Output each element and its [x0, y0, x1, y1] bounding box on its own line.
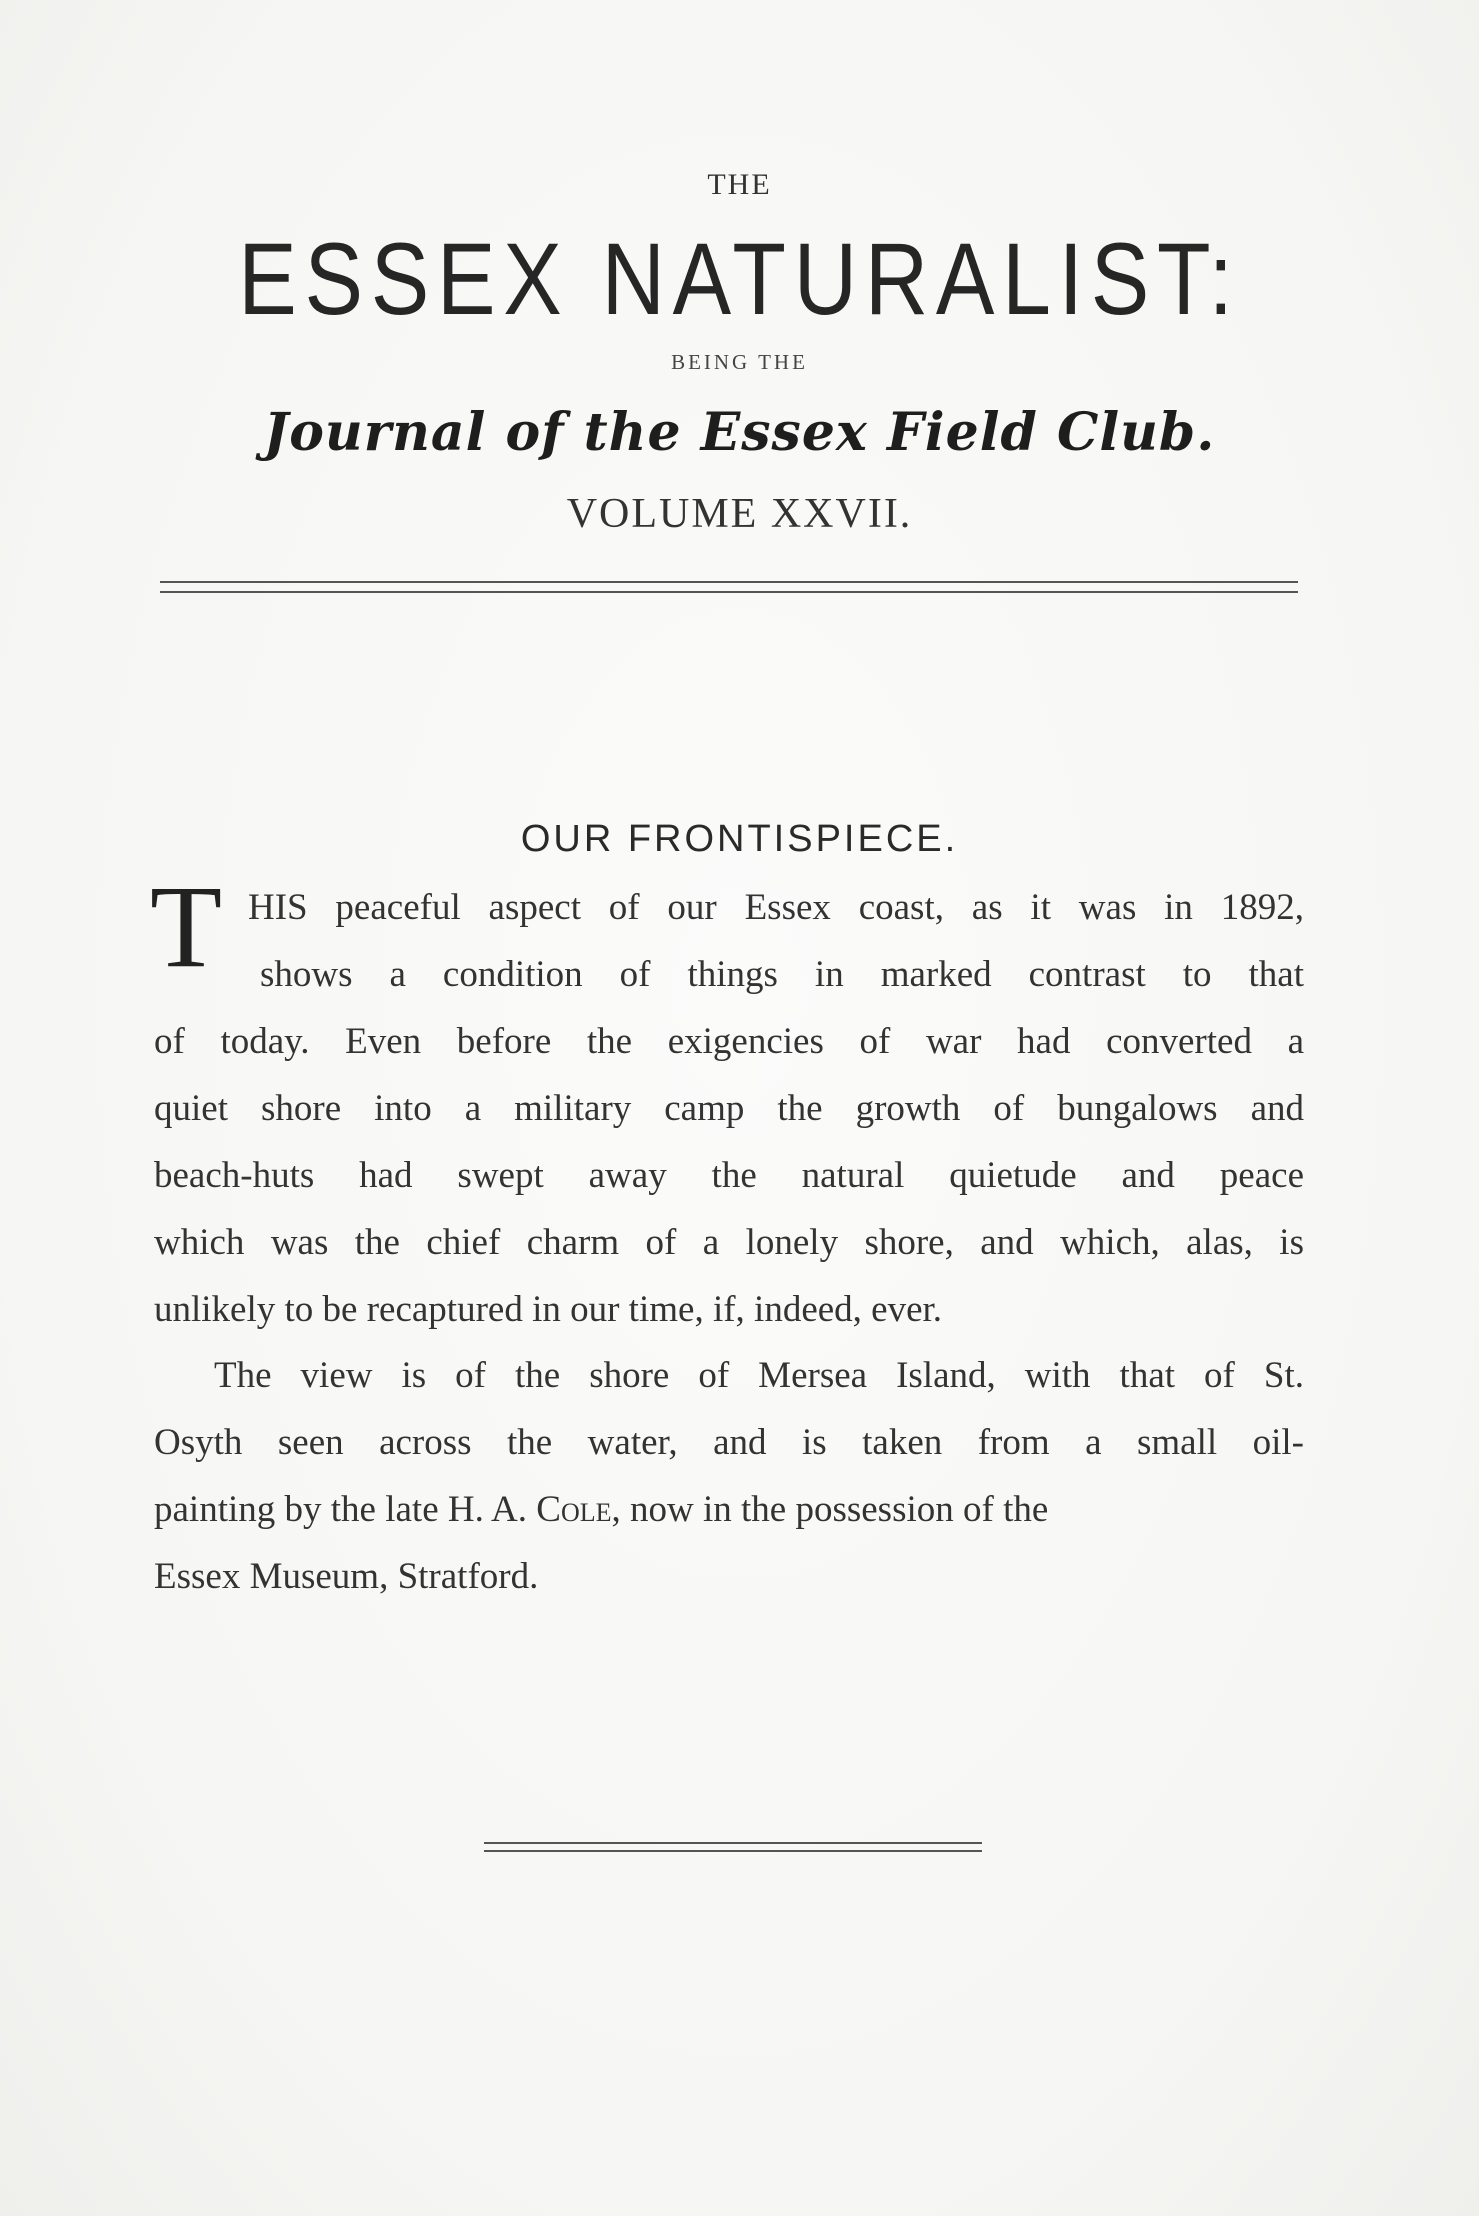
paragraph-line: HIS peaceful aspect of our Essex coast, as it was in 1892,	[248, 887, 1304, 928]
paragraph-line: shows a condition of things in marked contrast to that	[260, 954, 1304, 995]
title-prefix: THE	[707, 168, 772, 201]
paragraph-line: Essex Museum, Stratford.	[154, 1556, 539, 1597]
journal-subtitle: Journal of the Essex Field Club.	[263, 402, 1216, 463]
paragraph-line: unlikely to be recaptured in our time, if, indeed, ever.	[154, 1289, 943, 1330]
paragraph-line: beach-huts had swept away the natural quietude and peace	[154, 1155, 1304, 1196]
bottom-double-rule	[484, 1842, 982, 1852]
artist-name: Cole	[536, 1489, 612, 1530]
drop-cap: T	[150, 861, 223, 992]
top-double-rule	[160, 581, 1298, 593]
paragraph-line: quiet shore into a military camp the growth of bungalows and	[154, 1088, 1304, 1129]
paragraph-line: which was the chief charm of a lonely shore, and which, alas, is	[154, 1222, 1304, 1263]
being-the-caption: BEING THE	[671, 350, 808, 374]
paragraph-text: , now in the possession of the	[611, 1489, 1049, 1530]
paragraph-text: painting by the late H. A.	[154, 1489, 528, 1530]
paragraph-line	[154, 1488, 1304, 1532]
paragraph-line: The view is of the shore of Mersea Island, with that of St.	[214, 1355, 1304, 1396]
paragraph-line: Osyth seen across the water, and is taken from a small oil-	[154, 1422, 1304, 1463]
journal-title: ESSEX NATURALIST:	[238, 222, 1241, 336]
section-heading: OUR FRONTISPIECE.	[520, 818, 959, 860]
paragraph-line: of today. Even before the exigencies of war had converted a	[154, 1021, 1304, 1062]
volume-number: VOLUME XXVII.	[566, 491, 913, 537]
